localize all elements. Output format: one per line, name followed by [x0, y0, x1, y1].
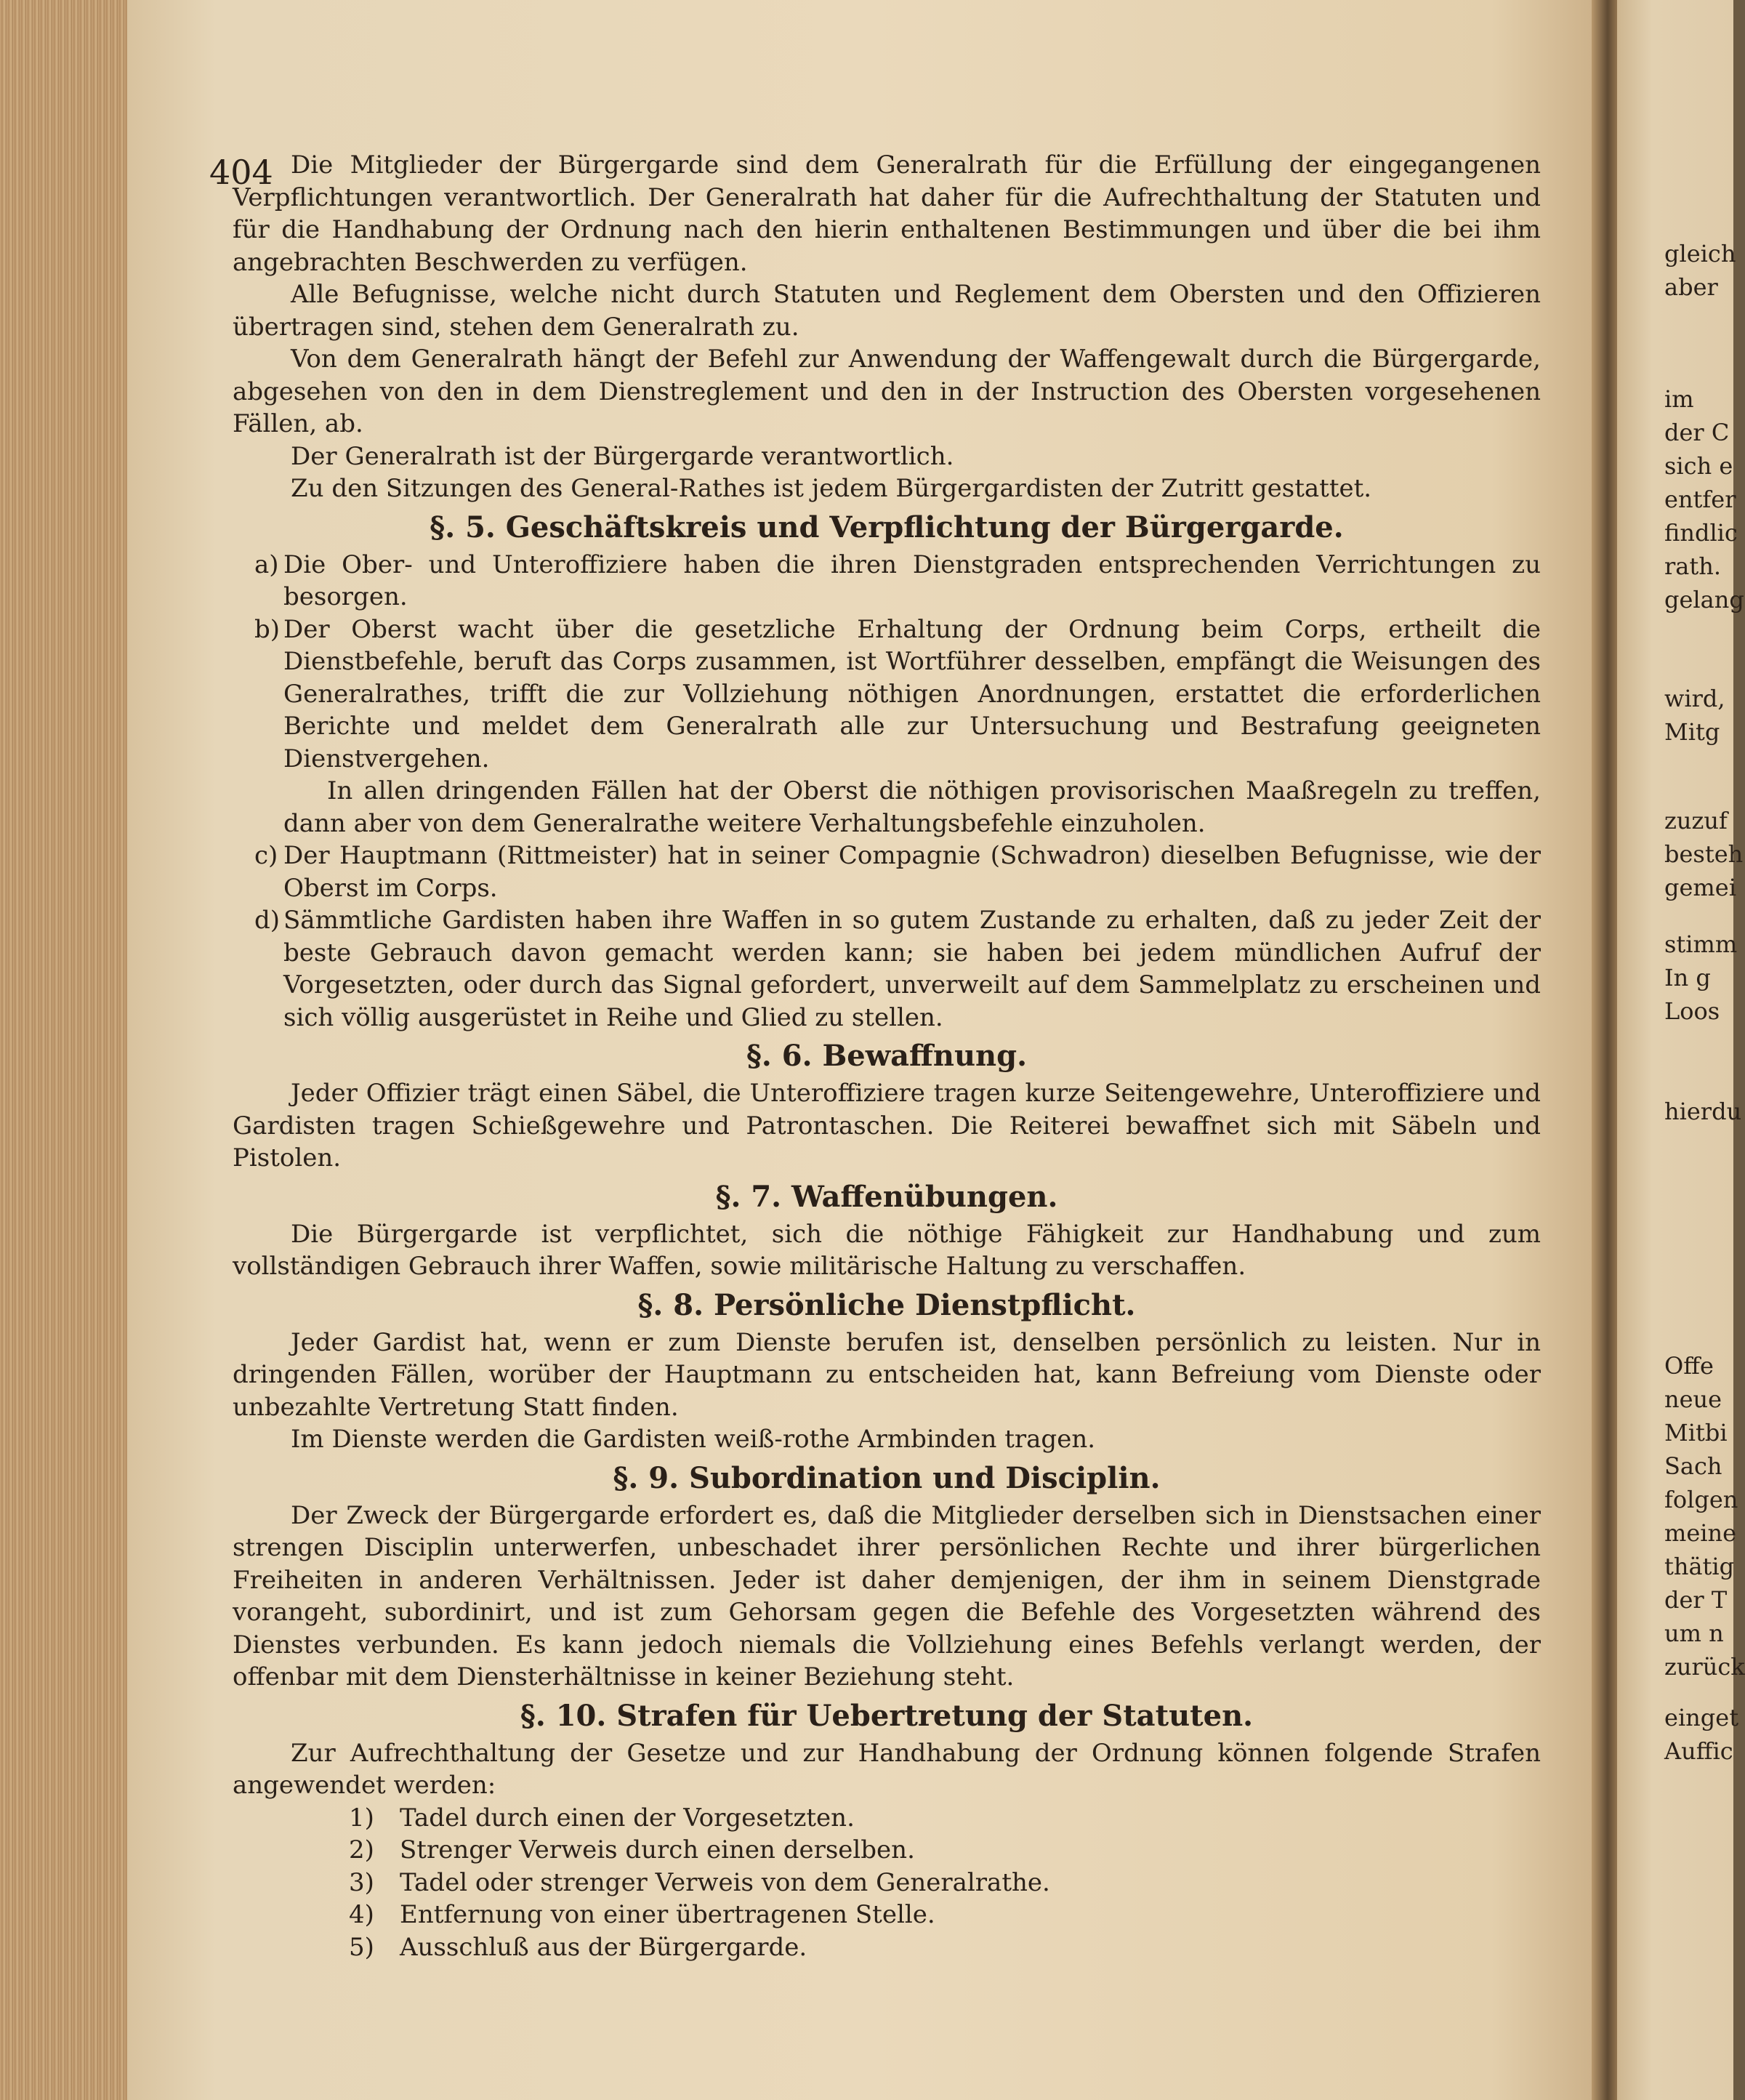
intro-paragraph-2: Alle Befugnisse, welche nicht durch Statuten und Reglement dem Obersten und den Offizieren übertragen sind, stehen dem Generalrath zu.	[233, 280, 1541, 342]
margin-word: zuzuf	[1664, 807, 1728, 834]
margin-word: besteh	[1664, 840, 1744, 868]
section-5-item-a	[233, 549, 1541, 613]
margin-word: neue	[1664, 1385, 1722, 1413]
margin-word: Auffic	[1664, 1737, 1733, 1765]
section-10-number: §. 10.	[520, 1698, 607, 1733]
item-mark: a)	[254, 550, 279, 579]
section-10-text: Zur Aufrechthaltung der Gesetze und zur Handhabung der Ordnung können folgende Strafen angewendet werden:	[233, 1738, 1541, 1800]
section-6-number: §. 6.	[746, 1039, 813, 1073]
section-6-heading	[233, 1035, 1541, 1077]
penalty-text: Tadel durch einen der Vorgesetzten.	[400, 1803, 855, 1833]
penalty-number: 4)	[349, 1900, 374, 1929]
section-5-number: §. 5.	[430, 510, 496, 544]
intro-paragraph-1: Die Mitglieder der Bürgergarde sind dem Generalrath für die Erfüllung der eingegangenen Verpflichtungen verantwortlich. Der Generalrath hat daher für die Aufrechthaltung der Statuten und für die Handhabung der Ordnung nach den hierin enthaltenen Bestimmungen und über die bei ihm angebrachten Beschwerden zu verfügen.	[233, 150, 1541, 277]
margin-word: im	[1664, 385, 1694, 413]
section-9-heading	[233, 1457, 1541, 1500]
section-7-text: Die Bürgergarde ist verpflichtet, sich die nöthige Fähigkeit zur Handhabung und zum vollständigen Gebrauch ihrer Waffen, sowie militärische Haltung zu verschaffen.	[233, 1219, 1541, 1281]
section-5-item-c	[233, 840, 1541, 904]
section-5-item-b	[233, 613, 1541, 776]
item-text: Der Oberst wacht über die gesetzliche Erhaltung der Ordnung beim Corps, ertheilt die Dienstbefehle, beruft das Corps zusammen, ist Wortführer desselben, empfängt die Weisungen des Generalrathes, trifft die zur Vollziehung nöthigen Anordnungen, erstattet die erforderlichen Berichte und meldet dem Generalrath alle zur Untersuchung und Bestrafung geeigneten Dienstvergehen.	[283, 614, 1541, 773]
margin-word: aber	[1664, 273, 1718, 301]
intro-paragraph-5: Zu den Sitzungen des General-Rathes ist jedem Bürgergardisten der Zutritt gestattet.	[291, 474, 1372, 503]
penalty-number: 5)	[349, 1932, 374, 1962]
penalty-number: 2)	[349, 1835, 374, 1864]
intro-paragraph-4: Der Generalrath ist der Bürgergarde verantwortlich.	[291, 441, 954, 471]
margin-word: entfer	[1664, 486, 1736, 513]
margin-word: hierdu	[1664, 1098, 1742, 1125]
margin-word: Sach	[1664, 1452, 1722, 1480]
section-5-heading	[233, 507, 1541, 549]
margin-word: der C	[1664, 419, 1730, 446]
book-gutter	[1592, 0, 1621, 2100]
margin-word: Mitg	[1664, 718, 1720, 746]
right-page-margin-words	[1664, 240, 1745, 1984]
penalty-text: Strenger Verweis durch einen derselben.	[400, 1835, 915, 1864]
penalty-text: Ausschluß aus der Bürgergarde.	[400, 1932, 807, 1962]
penalty-number: 1)	[349, 1803, 374, 1833]
margin-word: meine	[1664, 1519, 1737, 1547]
margin-word: Mitbi	[1664, 1419, 1728, 1447]
margin-word: gelang	[1664, 586, 1744, 613]
margin-word: wird,	[1664, 685, 1725, 712]
margin-word: rath.	[1664, 552, 1722, 580]
item-text: Sämmtliche Gardisten haben ihre Waffen in so gutem Zustande zu erhalten, daß zu jeder Zeit der beste Gebrauch davon gemacht werden kann; sie haben bei jedem mündlichen Aufruf der Vorgesetzten, oder durch das Signal gefordert, unverweilt auf dem Sammelplatz zu erscheinen und sich völlig ausgerüstet in Reihe und Glied zu stellen.	[283, 906, 1541, 1032]
penalty-number: 3)	[349, 1867, 374, 1897]
page-number: 404	[209, 153, 273, 192]
section-8-title: Persönliche Dienstpflicht.	[713, 1287, 1136, 1322]
margin-word: sich e	[1664, 452, 1733, 480]
penalty-item	[233, 1931, 1541, 1964]
margin-word: In g	[1664, 964, 1711, 991]
margin-word: zurück	[1664, 1653, 1745, 1681]
margin-word: stimm	[1664, 930, 1738, 958]
section-10-title: Strafen für Uebertretung der Statuten.	[616, 1698, 1254, 1733]
section-8-text: Jeder Gardist hat, wenn er zum Dienste berufen ist, denselben persönlich zu leisten. Nur in dringenden Fällen, worüber der Hauptmann zu entscheiden hat, kann Befreiung vom Dienste oder unbezahlte Vertretung Statt finden.	[233, 1327, 1541, 1422]
margin-word: folgen	[1664, 1486, 1738, 1513]
section-7-title: Waffenübungen.	[791, 1179, 1058, 1214]
item-mark: c)	[254, 841, 278, 870]
item-mark: b)	[254, 614, 281, 644]
section-9-text: Der Zweck der Bürgergarde erfordert es, daß die Mitglieder derselben sich in Dienstsachen einer strengen Disciplin unterwerfen, unbeschadet ihrer persönlichen Rechte und ihrer bürgerlichen Freiheiten in anderen Verhältnissen. Jeder ist daher demjenigen, der ihm in seinem Dienstgrade vorangeht, subordinirt, und ist zum Gehorsam gegen die Befehle des Vorgesetzten während des Dienstes verbunden. Es kann jedoch niemals die Vollziehung eines Befehls verlangt werden, der offenbar mit dem Diensterhältnisse in keiner Beziehung steht.	[233, 1500, 1541, 1691]
section-6-text: Jeder Offizier trägt einen Säbel, die Unteroffiziere tragen kurze Seitengewehre, Unteroffiziere und Gardisten tragen Schießgewehre und Patrontaschen. Die Reiterei bewaffnet sich mit Säbeln und Pistolen.	[233, 1079, 1541, 1172]
penalty-item	[233, 1867, 1541, 1899]
margin-word: gleich	[1664, 240, 1736, 267]
section-8-heading	[233, 1284, 1541, 1327]
section-8-number: §. 8.	[637, 1287, 704, 1322]
section-7-number: §. 7.	[715, 1179, 782, 1214]
section-10-heading	[233, 1695, 1541, 1737]
item-text: Der Hauptmann (Rittmeister) hat in seiner Compagnie (Schwadron) dieselben Befugnisse, wie der Oberst im Corps.	[283, 841, 1541, 903]
section-5-title: Geschäftskreis und Verpflichtung der Bürgergarde.	[505, 510, 1344, 544]
margin-word: um n	[1664, 1620, 1724, 1647]
margin-word: Offe	[1664, 1352, 1714, 1380]
penalty-item	[233, 1899, 1541, 1931]
margin-word: findlic	[1664, 519, 1738, 547]
section-7-heading	[233, 1176, 1541, 1218]
section-6-title: Bewaffnung.	[822, 1039, 1028, 1073]
margin-word: der T	[1664, 1586, 1728, 1614]
penalty-item	[233, 1802, 1541, 1835]
intro-paragraph-3: Von dem Generalrath hängt der Befehl zur Anwendung der Waffengewalt durch die Bürgergarde, abgesehen von den in dem Dienstreglement und den in der Instruction des Obersten vorgesehenen Fällen, ab.	[233, 345, 1541, 438]
margin-word: Loos	[1664, 997, 1720, 1025]
margin-word: einget	[1664, 1704, 1739, 1731]
section-8-text-2: Im Dienste werden die Gardisten weiß-rothe Armbinden tragen.	[291, 1425, 1096, 1454]
margin-word: gemei	[1664, 874, 1736, 901]
margin-word: thätig	[1664, 1553, 1735, 1580]
penalty-item	[233, 1834, 1541, 1867]
section-5-item-d	[233, 904, 1541, 1034]
section-5-item-b-continuation: In allen dringenden Fällen hat der Oberst die nöthigen provisorischen Maaßregeln zu treffen, dann aber von dem Generalrathe weitere Verhaltungsbefehle einzuholen.	[283, 776, 1541, 838]
page-text	[233, 149, 1541, 1963]
penalty-text: Entfernung von einer übertragenen Stelle.	[400, 1900, 935, 1929]
penalty-text: Tadel oder strenger Verweis von dem Generalrathe.	[400, 1867, 1050, 1897]
section-9-title: Subordination und Disciplin.	[688, 1460, 1161, 1495]
section-9-number: §. 9.	[613, 1460, 679, 1495]
book-page-edges	[0, 0, 134, 2100]
item-text: Die Ober- und Unteroffiziere haben die ihren Dienstgraden entsprechenden Verrichtungen zu besorgen.	[283, 550, 1541, 611]
item-mark: d)	[254, 906, 281, 935]
